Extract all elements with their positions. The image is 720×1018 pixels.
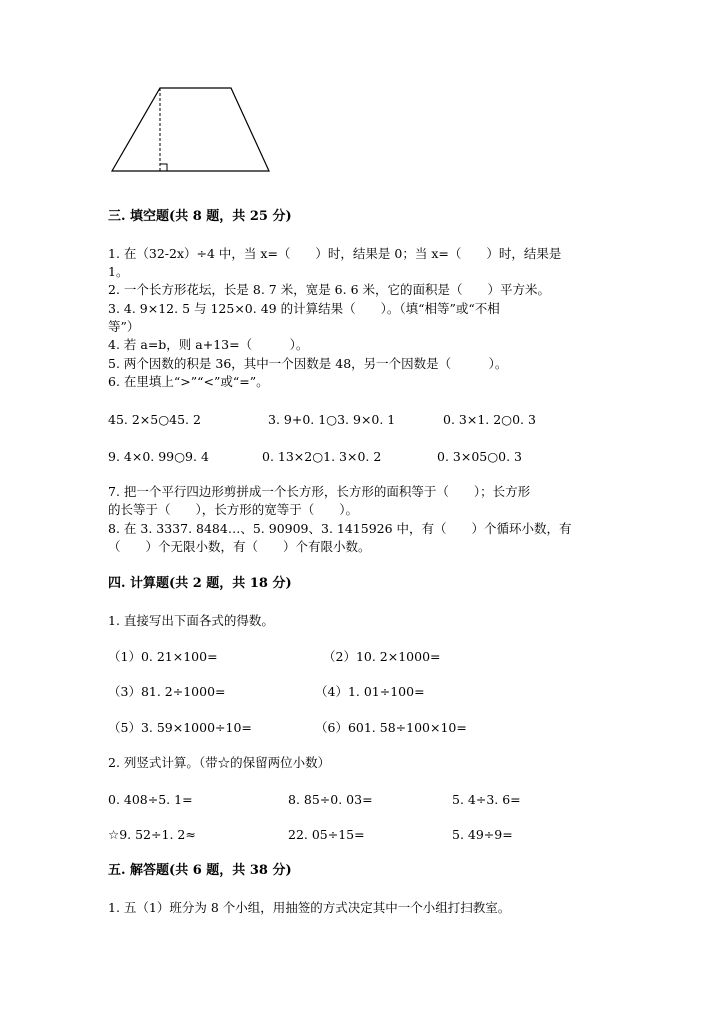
oral-item: （4）1. 01÷100= bbox=[315, 684, 425, 699]
s3-q8-line2: （ ）个无限小数，有（ ）个有限小数。 bbox=[108, 539, 371, 554]
compare-item: 9. 4×0. 99○9. 4 bbox=[108, 449, 209, 464]
section3-title: 三. 填空题(共 8 题，共 25 分) bbox=[108, 209, 292, 224]
trapezoid-figure bbox=[108, 85, 278, 177]
vertical-item: 22. 05÷15= bbox=[288, 827, 365, 842]
oral-item: （3）81. 2÷1000= bbox=[108, 684, 226, 699]
s3-q7-line1: 7. 把一个平行四边形剪拼成一个长方形，长方形的面积等于（ ）；长方形 bbox=[108, 484, 531, 499]
vertical-item: 5. 4÷3. 6= bbox=[452, 792, 521, 807]
s3-q7-line2: 的长等于（ ），长方形的宽等于（ ）。 bbox=[108, 502, 359, 517]
compare-item: 45. 2×5○45. 2 bbox=[108, 412, 201, 427]
right-angle-mark bbox=[160, 164, 167, 171]
s3-q2: 2. 一个长方形花坛，长是 8. 7 米，宽是 6. 6 米，它的面积是（ ）平方米。 bbox=[108, 282, 550, 297]
trapezoid-outline bbox=[112, 88, 269, 171]
compare-item: 0. 3×1. 2○0. 3 bbox=[443, 412, 536, 427]
vertical-item: 0. 408÷5. 1= bbox=[108, 792, 193, 807]
s3-q8-line1: 8. 在 3. 3337. 8484…、5. 90909、3. 1415926 中，有（ ）个循环小数，有 bbox=[108, 521, 572, 536]
vertical-item: 8. 85÷0. 03= bbox=[288, 792, 373, 807]
compare-item: 3. 9+0. 1○3. 9×0. 1 bbox=[268, 412, 396, 427]
oral-item: （1）0. 21×100= bbox=[108, 649, 218, 664]
oral-item: （5）3. 59×1000÷10= bbox=[108, 720, 252, 735]
s3-q5: 5. 两个因数的积是 36，其中一个因数是 48，另一个因数是（ ）。 bbox=[108, 356, 508, 371]
section5-title: 五. 解答题(共 6 题，共 38 分) bbox=[108, 863, 292, 878]
s3-q1-line1: 1. 在（32-2x）÷4 中，当 x=（ ）时，结果是 0；当 x=（ ）时，结果是 bbox=[108, 246, 562, 261]
compare-item: 0. 13×2○1. 3×0. 2 bbox=[262, 449, 382, 464]
compare-item: 0. 3×05○0. 3 bbox=[437, 449, 522, 464]
s5-q1: 1. 五（1）班分为 8 个小组，用抽签的方式决定其中一个小组打扫教室。 bbox=[108, 900, 511, 915]
s3-q1-line2: 1。 bbox=[108, 264, 129, 279]
oral-item: （6）601. 58÷100×10= bbox=[315, 720, 467, 735]
section4-title: 四. 计算题(共 2 题，共 18 分) bbox=[108, 576, 292, 591]
oral-item: （2）10. 2×1000= bbox=[323, 649, 441, 664]
vertical-item: ☆9. 52÷1. 2≈ bbox=[108, 827, 196, 842]
s3-q4: 4. 若 a=b，则 a+13=（ ）。 bbox=[108, 337, 309, 352]
s4-q2: 2. 列竖式计算。（带☆的保留两位小数） bbox=[108, 755, 331, 770]
s4-q1: 1. 直接写出下面各式的得数。 bbox=[108, 613, 274, 628]
s3-q6: 6. 在里填上“>”“<”或“=”。 bbox=[108, 374, 269, 389]
s3-q3-line2: 等”） bbox=[108, 319, 140, 334]
s3-q3-line1: 3. 4. 9×12. 5 与 125×0. 49 的计算结果（ ）。（填“相等”或“不相 bbox=[108, 301, 500, 316]
vertical-item: 5. 49÷9= bbox=[452, 827, 513, 842]
